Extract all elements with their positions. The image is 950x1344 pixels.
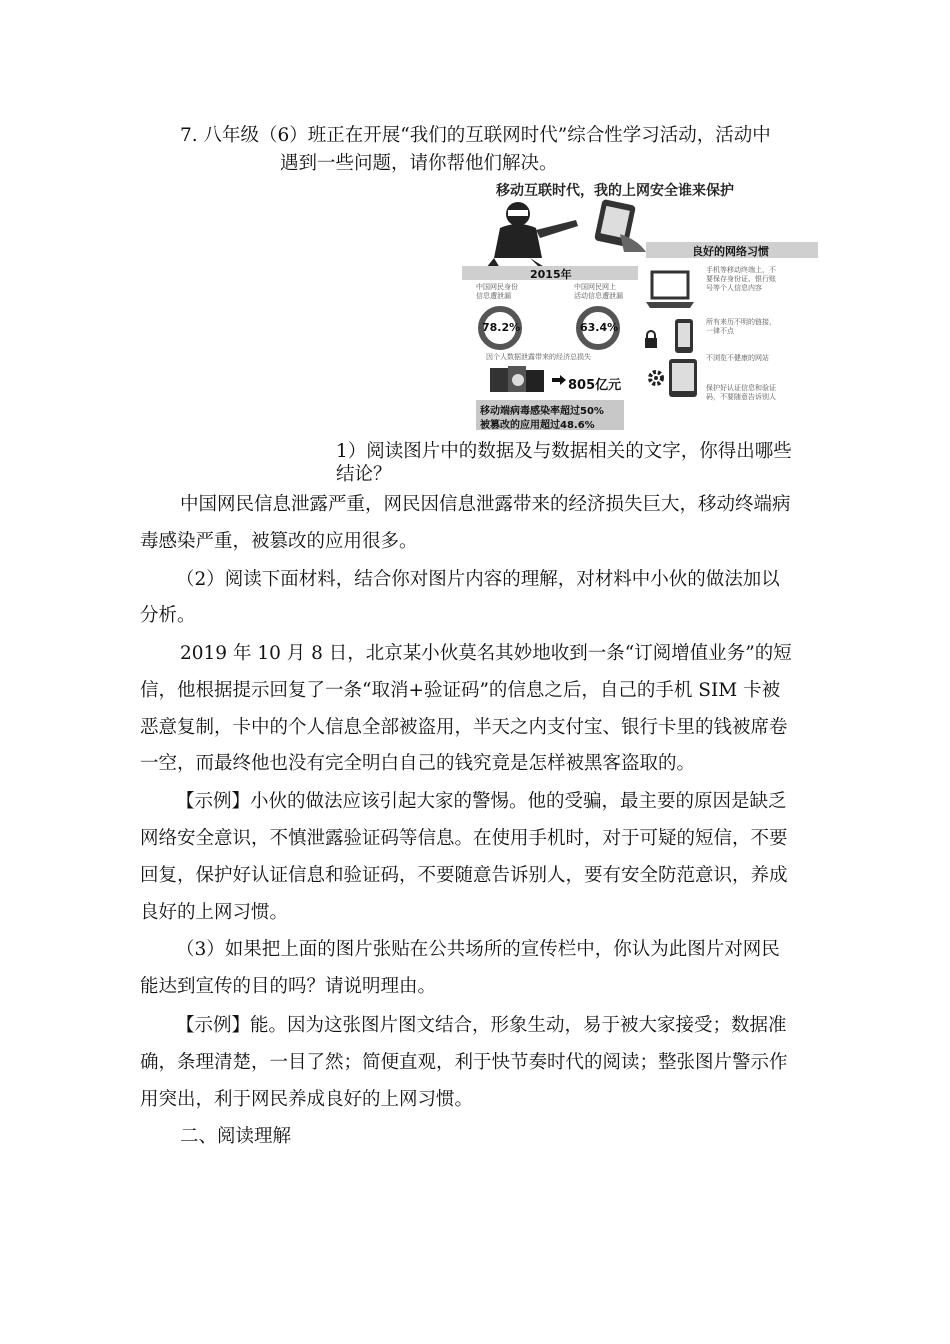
a2-line-1: 【示例】小伙的做法应该引起大家的警惕。他的受骗，最主要的原因是缺乏 bbox=[176, 791, 787, 812]
infographic-title: 移动互联时代，我的上网安全谁来保护 bbox=[496, 183, 734, 199]
stat2-label-a: 中国网民网上 bbox=[574, 283, 616, 291]
virus-line-1: 移动端病毒感染率超过50% bbox=[480, 406, 604, 417]
laptop-icon bbox=[646, 268, 694, 310]
a1-line-1: 中国网民信息泄露严重，网民因信息泄露带来的经济损失巨大，移动终端病 bbox=[180, 494, 791, 515]
gear-icon bbox=[646, 368, 666, 388]
habit-2-line-a: 所有来历不明的链接， bbox=[706, 318, 776, 326]
stat2-label-b: 活动信息遭泄漏 bbox=[574, 292, 623, 300]
stat1-label-a: 中国网民身份 bbox=[476, 283, 518, 291]
lock-icon bbox=[644, 330, 658, 348]
habit-3: 不浏览不健康的网站 bbox=[706, 354, 769, 362]
loss-value: 805亿元 bbox=[568, 378, 622, 393]
stat2-value: 63.4% bbox=[580, 321, 619, 334]
question-line-2: 遇到一些问题，请你帮他们解决。 bbox=[280, 153, 558, 174]
a2-line-3: 回复，保护好认证信息和验证码，不要随意告诉别人，要有安全防范意识，养成 bbox=[140, 865, 788, 886]
q1-line-1: 1）阅读图片中的数据及与数据相关的文字，你得出哪些 bbox=[336, 441, 792, 462]
phone-hand-icon bbox=[580, 196, 650, 252]
habit-1-line-a: 手机等移动终端上，不 bbox=[706, 266, 776, 274]
habits-title: 良好的网络习惯 bbox=[692, 245, 769, 258]
infographic bbox=[460, 178, 818, 432]
q3-line-1: （3）如果把上面的图片张贴在公共场所的宣传栏中，你认为此图片对网民 bbox=[176, 939, 780, 960]
phone-icon bbox=[674, 318, 694, 354]
a3-line-2: 确，条理清楚，一目了然；简便直观，利于快节奏时代的阅读；整张图片警示作 bbox=[140, 1052, 788, 1073]
habit-1-line-c: 号等个人信息内容 bbox=[706, 284, 762, 292]
habit-4-line-b: 码，不要随意告诉别人 bbox=[706, 393, 776, 401]
tablet-icon bbox=[668, 358, 698, 398]
a2-line-2: 网络安全意识，不慎泄露验证码等信息。在使用手机时，对于可疑的短信，不要 bbox=[140, 828, 788, 849]
material-line-3: 恶意复制，卡中的个人信息全部被盗用，半天之内支付宝、银行卡里的钱被席卷 bbox=[140, 717, 788, 738]
a2-line-4: 良好的上网习惯。 bbox=[140, 902, 289, 923]
loss-caption: 因个人数据泄露带来的经济总损失 bbox=[486, 353, 591, 361]
arrow-right-icon bbox=[552, 375, 566, 385]
material-line-2: 信，他根据提示回复了一条“取消+验证码”的信息之后，自己的手机 SIM 卡被 bbox=[140, 680, 781, 701]
stat1-value: 78.2% bbox=[482, 321, 521, 334]
habit-1-line-b: 要保存身份证、银行账 bbox=[706, 275, 776, 283]
material-line-1: 2019 年 10 月 8 日，北京某小伙莫名其妙地收到一条“订阅增值业务”的短 bbox=[180, 643, 792, 664]
year-label: 2015年 bbox=[530, 268, 572, 281]
money-stack-icon bbox=[488, 364, 552, 394]
question-line-1: 7. 八年级（6）班正在开展“我们的互联网时代”综合性学习活动，活动中 bbox=[180, 125, 771, 146]
q1-line-2: 结论？ bbox=[336, 464, 392, 485]
section-2-title: 二、阅读理解 bbox=[180, 1126, 292, 1147]
virus-line-2: 被篡改的应用超过48.6% bbox=[480, 420, 595, 431]
a1-line-2: 毒感染严重，被篡改的应用很多。 bbox=[140, 531, 418, 552]
habit-2-line-b: 一律不点 bbox=[706, 327, 734, 335]
a3-line-1: 【示例】能。因为这张图片图文结合，形象生动，易于被大家接受；数据准 bbox=[176, 1015, 787, 1036]
q2-line-2: 分析。 bbox=[140, 605, 196, 626]
a3-line-3: 用突出，利于网民养成良好的上网习惯。 bbox=[140, 1089, 474, 1110]
stat1-label-b: 信息遭泄漏 bbox=[476, 292, 511, 300]
q2-line-1: （2）阅读下面材料，结合你对图片内容的理解，对材料中小伙的做法加以 bbox=[176, 569, 780, 590]
habit-4-line-a: 保护好认证信息和验证 bbox=[706, 384, 776, 392]
q3-line-2: 能达到宣传的目的吗？请说明理由。 bbox=[140, 976, 437, 997]
material-line-4: 一空，而最终他也没有完全明白自己的钱究竟是怎样被黑客盗取的。 bbox=[140, 753, 696, 774]
